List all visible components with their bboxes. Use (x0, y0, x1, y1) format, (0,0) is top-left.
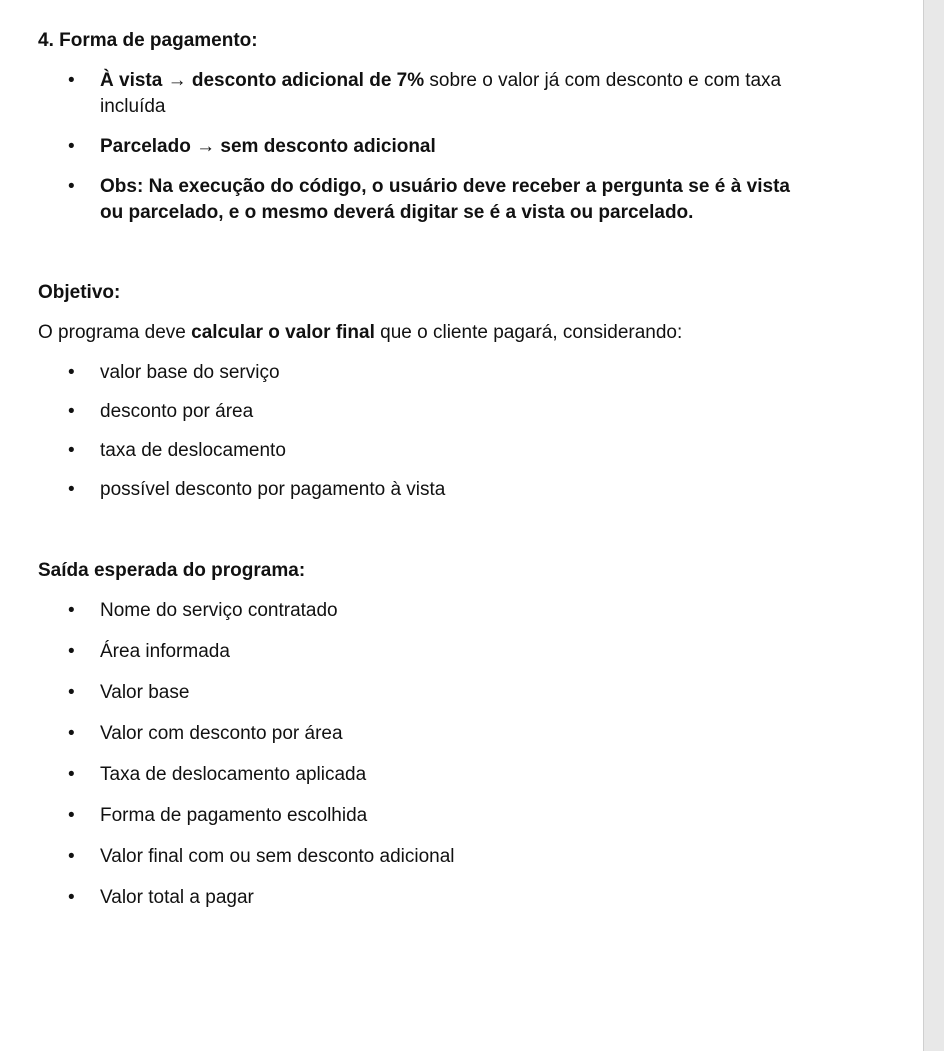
list-item (38, 399, 790, 425)
bullet: • (68, 362, 75, 383)
payment-option-cash: À vista → desconto adicional de 7% (100, 70, 425, 91)
objective-intro-pre: O programa deve (38, 322, 192, 343)
list-item-text: Nome do serviço contratado (100, 600, 338, 621)
objective-intro-bold: calcular o valor final (191, 322, 375, 343)
bullet: • (68, 600, 75, 621)
bullet: • (68, 764, 75, 785)
list-item-text: Valor base (100, 682, 190, 703)
list-item (38, 134, 790, 160)
output-list (38, 598, 790, 911)
bullet: • (68, 805, 75, 826)
list-item (38, 680, 790, 706)
list-item (38, 477, 790, 503)
list-item (38, 438, 790, 464)
bullet: • (68, 70, 75, 91)
payment-option-cash-detail: sobre o valor já com desconto e com taxa incluída (100, 70, 782, 117)
payment-note: Obs: Na execução do código, o usuário deve receber a pergunta se é à vista ou parcelado, e o mesmo deverá digitar se é a vista ou parcelado. (100, 176, 790, 223)
list-item (38, 174, 790, 226)
list-item (38, 721, 790, 747)
bullet: • (68, 846, 75, 867)
list-item-text: possível desconto por pagamento à vista (100, 479, 446, 500)
list-item (38, 885, 790, 911)
bullet: • (68, 176, 75, 197)
bullet: • (68, 136, 75, 157)
bullet: • (68, 723, 75, 744)
list-item (38, 639, 790, 665)
list-item-text: Taxa de deslocamento aplicada (100, 764, 367, 785)
scrollbar-track[interactable] (923, 0, 944, 1051)
bullet: • (68, 440, 75, 461)
list-item-text: taxa de deslocamento (100, 440, 286, 461)
list-item-text: Valor final com ou sem desconto adicional (100, 846, 455, 867)
list-item-text: Área informada (100, 641, 230, 662)
objective-intro-post: que o cliente pagará, considerando: (374, 322, 683, 343)
bullet: • (68, 887, 75, 908)
objective-heading: Objetivo: (38, 282, 121, 303)
bullet: • (68, 641, 75, 662)
payment-option-installments: Parcelado → sem desconto adicional (100, 136, 436, 157)
list-item (38, 360, 790, 386)
list-item (38, 803, 790, 829)
list-item (38, 598, 790, 624)
objective-list (38, 360, 790, 503)
list-item (38, 762, 790, 788)
document-content (38, 28, 790, 911)
list-item-text: valor base do serviço (100, 362, 280, 383)
payment-list (38, 68, 790, 226)
list-item (38, 68, 790, 120)
payment-heading: 4. Forma de pagamento: (38, 30, 258, 51)
list-item (38, 844, 790, 870)
list-item-text: Valor com desconto por área (100, 723, 343, 744)
bullet: • (68, 479, 75, 500)
list-item-text: desconto por área (100, 401, 254, 422)
output-heading: Saída esperada do programa: (38, 560, 306, 581)
list-item-text: Valor total a pagar (100, 887, 254, 908)
list-item-text: Forma de pagamento escolhida (100, 805, 368, 826)
bullet: • (68, 682, 75, 703)
objective-intro (38, 320, 790, 346)
bullet: • (68, 401, 75, 422)
